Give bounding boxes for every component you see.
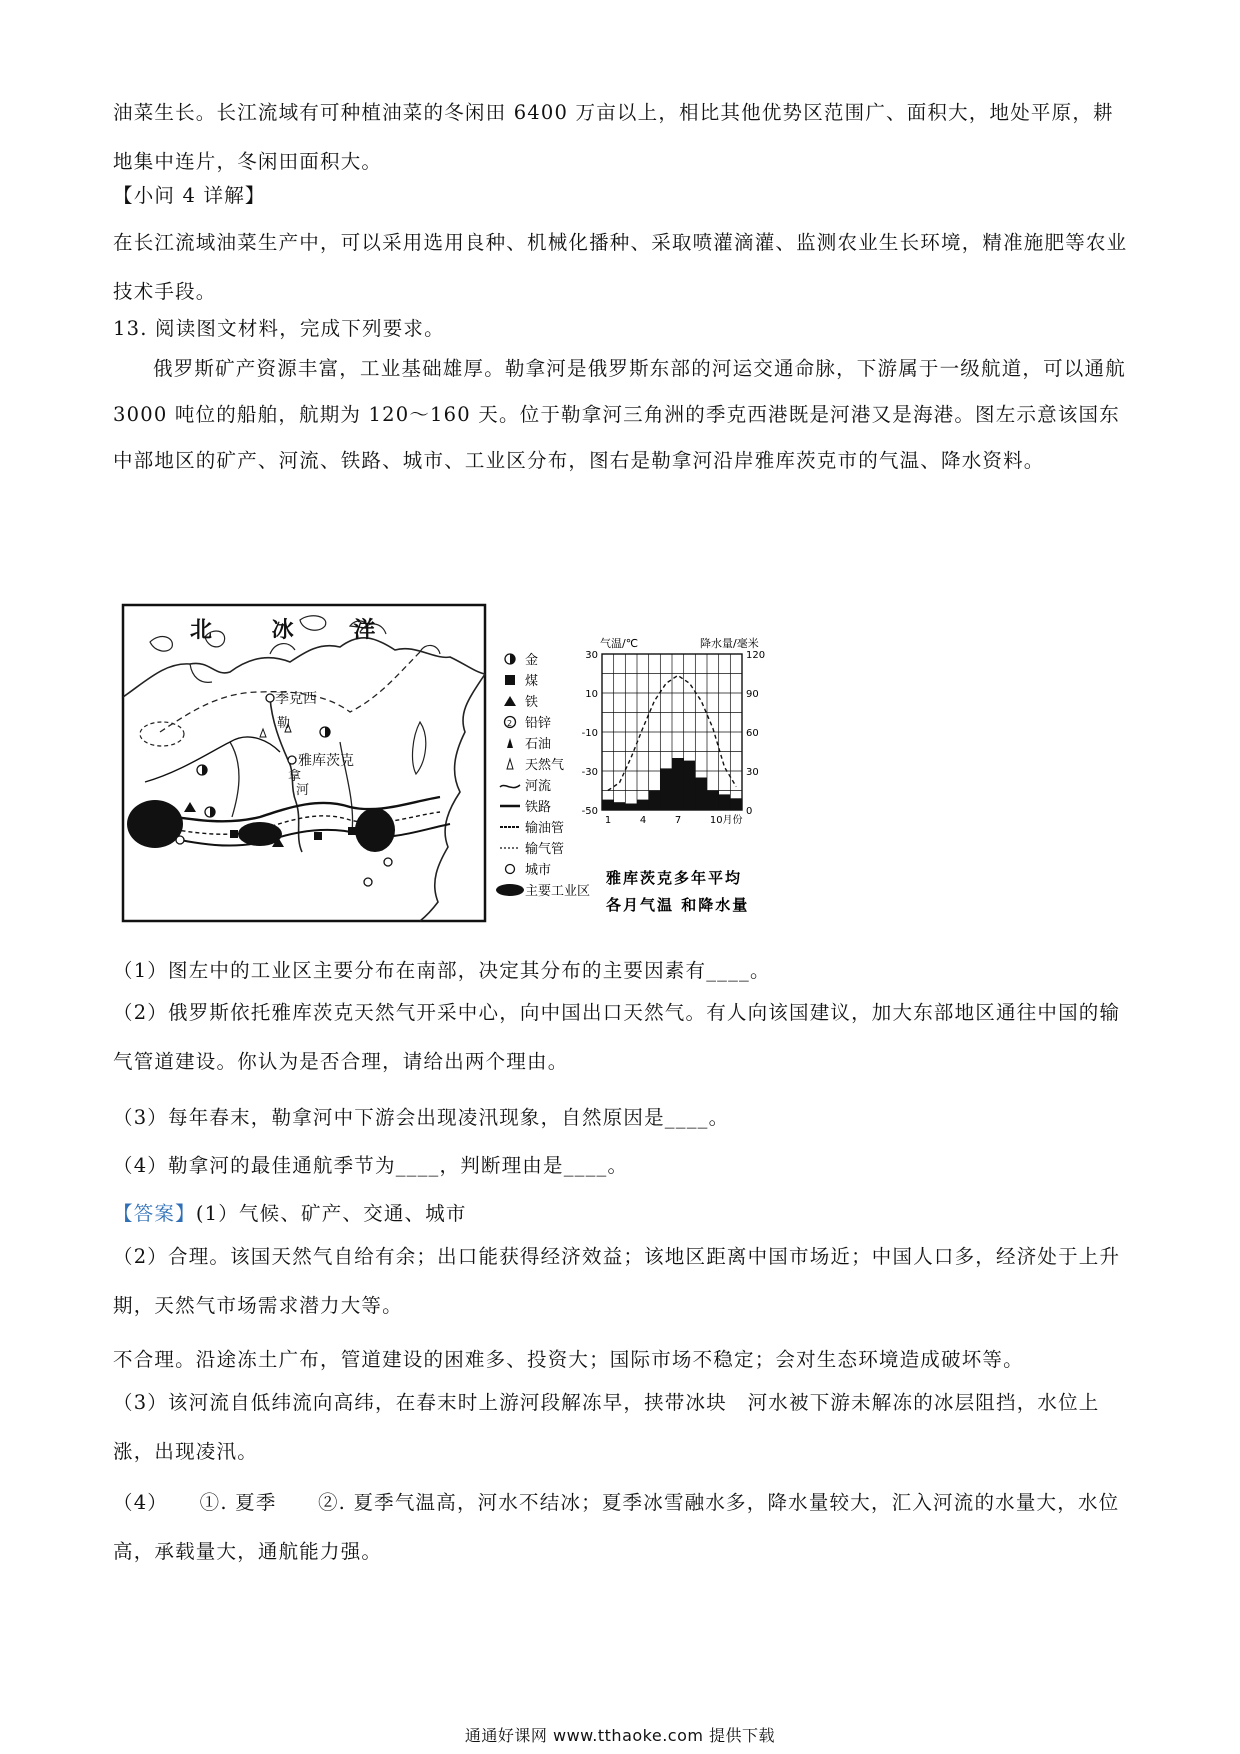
river-icon — [500, 785, 520, 788]
legend-label-coal: 煤 — [525, 674, 539, 689]
chart-tick-left: 10 — [585, 689, 598, 700]
answer-4: （4） ①. 夏季 ②. 夏季气温高，河水不结冰；夏季冰雪融水多，降水量较大，汇入河流的水量大，水位高，承载量大，通航能力强。 — [113, 1491, 1120, 1563]
svg-text:2: 2 — [507, 719, 513, 728]
map-ocean-label: 北 冰 洋 — [190, 618, 402, 643]
precipitation-bar — [730, 798, 742, 810]
map-legend — [496, 652, 590, 899]
precipitation-bar — [614, 802, 626, 810]
legend-label-industrial: 主要工业区 — [525, 884, 591, 899]
chart-tick-right: 30 — [746, 767, 759, 778]
answer-1-line — [113, 1198, 467, 1226]
chart-tick-right: 90 — [746, 689, 759, 700]
page-footer: 通通好课网 www.tthaoke.com 提供下载 — [464, 1726, 776, 1745]
chart-tick-x: 10月份 — [709, 815, 743, 826]
legend-label-river: 河流 — [525, 779, 552, 794]
legend-label-oil-pipe: 输油管 — [525, 821, 565, 836]
climate-chart — [582, 636, 765, 914]
answer-2: （2）合理。该国天然气自给有余；出口能获得经济效益；该地区距离中国市场近；中国人口多，经济处于上升期，天然气市场需求潜力大等。 — [113, 1245, 1121, 1317]
chart-tick-x: 4 — [639, 815, 647, 826]
chart-tick-right: 120 — [746, 650, 766, 661]
legend-label-gold: 金 — [525, 653, 539, 668]
legend-label-gas: 天然气 — [525, 758, 565, 773]
precipitation-bar — [695, 778, 707, 811]
city-icon — [506, 865, 515, 874]
answer-tag: 【答案】 — [113, 1202, 196, 1225]
figure-map-and-climate — [120, 602, 800, 924]
question-3: （3）每年春末，勒拿河中下游会出现凌汛现象，自然原因是____。 — [113, 1106, 730, 1129]
legend-label-city: 城市 — [525, 863, 552, 878]
gas-icon — [507, 759, 513, 769]
chart-tick-left: -30 — [581, 767, 598, 778]
question-13-title: 13. 阅读图文材料，完成下列要求。 — [113, 317, 445, 340]
square-icon — [505, 675, 515, 685]
oil-icon — [507, 738, 513, 748]
precipitation-bar — [719, 794, 731, 810]
chart-ylabel-right: 降水量/毫米 — [700, 637, 759, 650]
paragraph-rapeseed-technology: 在长江流域油菜生产中，可以采用选用良种、机械化播种、采取喷灌滴灌、监测农业生长环境，精准施肥等农业技术手段。 — [113, 231, 1128, 303]
precipitation-bar — [660, 768, 672, 810]
question-2: （2）俄罗斯依托雅库茨克天然气开采中心，向中国出口天然气。有人向该国建议，加大东部地区通往中国的输气管道建设。你认为是否合理，请给出两个理由。 — [113, 1001, 1121, 1073]
industrial-zone-icon — [496, 884, 524, 896]
sub-question-4-title: 【小问 4 详解】 — [113, 184, 266, 207]
precipitation-bar — [637, 800, 649, 810]
legend-label-iron: 铁 — [525, 695, 539, 710]
triangle-icon — [504, 696, 516, 706]
figure-svg — [120, 602, 800, 924]
legend-label-oil: 石油 — [525, 737, 552, 752]
question-13-material: 俄罗斯矿产资源丰富，工业基础雄厚。勒拿河是俄罗斯东部的河运交通命脉，下游属于一级航道，可以通航 3000 吨位的船舶，航期为 120～160 天。位于勒拿河三角洲的季克西港既是河港又是海港。图左示意该国东中部地区的矿产、河流、铁路、城市、工业区分布，图右是勒拿河沿岸雅库茨克市的气温、降水资料。 — [113, 357, 1126, 472]
precipitation-bar — [707, 791, 719, 811]
answer-3: （3）该河流自低纬流向高纬，在春末时上游河段解冻早，挟带冰块 河水被下游未解冻的冰层阻挡，水位上涨，出现凌汛。 — [113, 1391, 1100, 1463]
answer-1: (1）气候、矿产、交通、城市 — [195, 1202, 467, 1225]
precipitation-bar — [684, 761, 696, 810]
map-river-char-3: 河 — [296, 783, 310, 798]
legend-label-lead-zinc: 铅锌 — [525, 716, 552, 731]
map-port-label: 季克西 — [275, 691, 317, 707]
russia-map — [123, 605, 485, 921]
map-river-char-1: 勒 — [277, 716, 291, 731]
chart-ylabel-left: 气温/℃ — [600, 637, 639, 650]
legend-label-railway: 铁路 — [525, 800, 552, 815]
chart-tick-left: -50 — [581, 806, 598, 817]
precipitation-bar — [602, 800, 614, 810]
chart-tick-right: 60 — [746, 728, 759, 739]
chart-tick-left: 30 — [585, 650, 598, 661]
map-river-char-2: 拿 — [288, 769, 302, 784]
precipitation-bar — [625, 804, 637, 811]
chart-tick-right: 0 — [746, 806, 753, 817]
question-4: （4）勒拿河的最佳通航季节为____，判断理由是____。 — [113, 1154, 629, 1177]
chart-tick-x: 7 — [674, 815, 682, 826]
question-1: （1）图左中的工业区主要分布在南部，决定其分布的主要因素有____。 — [113, 959, 771, 982]
paragraph-rapeseed-conditions: 油菜生长。长江流域有可种植油菜的冬闲田 6400 万亩以上，相比其他优势区范围广、面积大，地处平原，耕地集中连片，冬闲田面积大。 — [113, 101, 1114, 173]
chart-tick-left: -10 — [581, 728, 598, 739]
precipitation-bar — [649, 791, 661, 811]
chart-tick-x: 1 — [604, 815, 612, 826]
map-city-label: 雅库茨克 — [298, 753, 354, 769]
chart-caption-line2: 各月气温 和降水量 — [606, 896, 750, 914]
legend-label-gas-pipe: 输气管 — [525, 842, 565, 857]
chart-caption-line1: 雅库茨克多年平均 — [606, 869, 743, 887]
precipitation-bar — [672, 758, 684, 810]
answer-2-counter: 不合理。沿途冻土广布，管道建设的困难多、投资大；国际市场不稳定；会对生态环境造成破坏等。 — [113, 1348, 1024, 1371]
